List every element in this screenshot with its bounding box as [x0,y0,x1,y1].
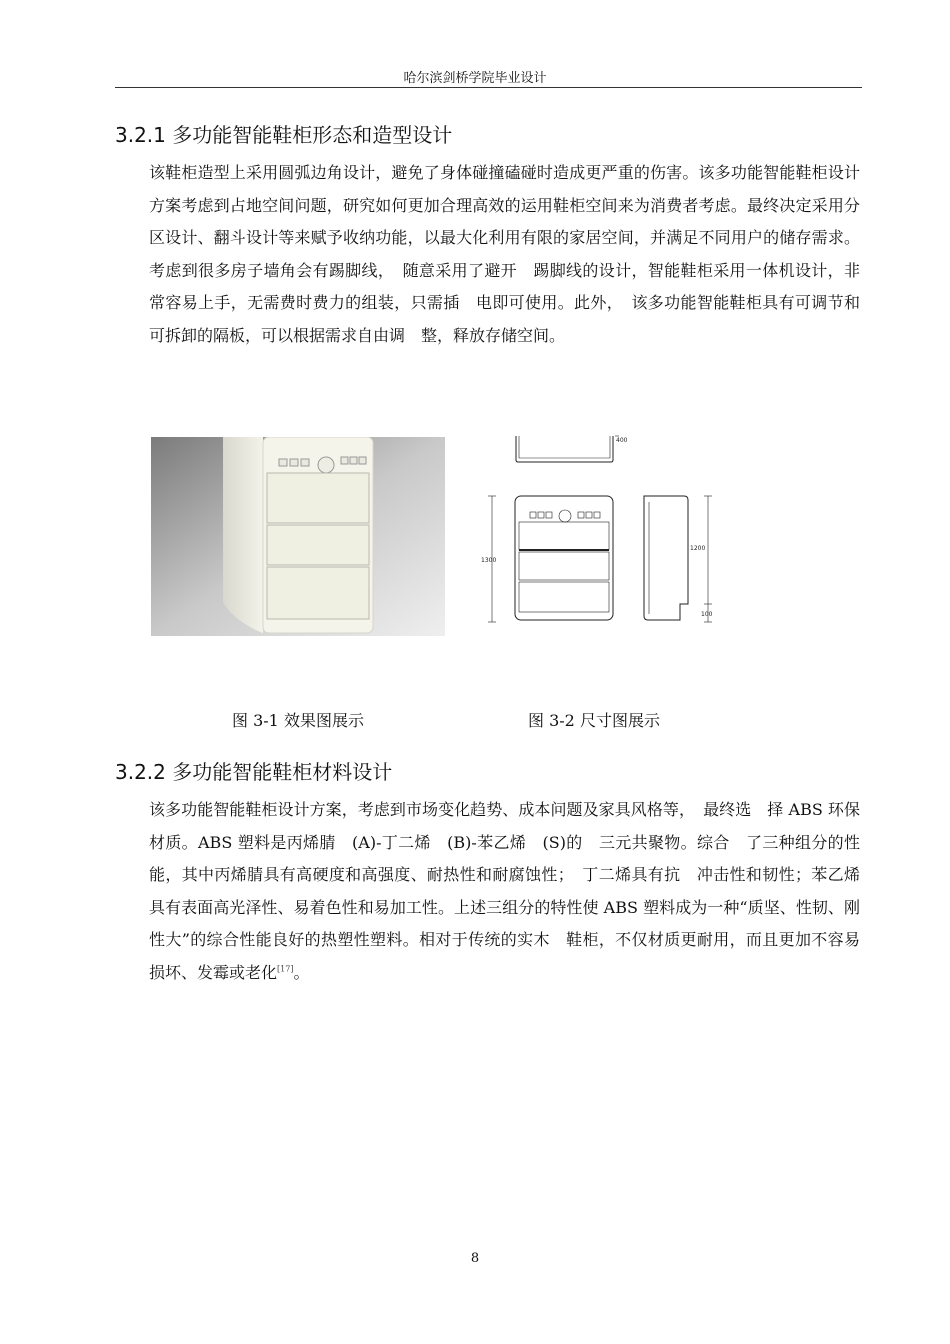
section-heading-3-2-2: 3.2.2 多功能智能鞋柜材料设计 [115,760,393,784]
page-number: 8 [470,1251,480,1266]
section-paragraph-2 [115,794,860,989]
citation-mark: [17] [277,964,294,974]
section-paragraph-1 [115,157,860,352]
section-heading-3-2-1: 3.2.1 多功能智能鞋柜形态和造型设计 [115,123,453,147]
figure-dimension-drawing [478,432,728,632]
figure-3-1-caption: 图 3-1 效果图展示 [232,711,364,730]
dim-left-label: 1300 [481,557,497,564]
paragraph-body: 该多功能智能鞋柜设计方案，考虑到市场变化趋势、成本问题及家具风格等， 最终选 择 ABS 环保材质。ABS 塑料是丙烯腈 (A)-丁二烯 (B)-苯乙烯 (S)的 三元共聚物。综合 了三种组分的性能，其中丙烯腈具有高硬度和高强度、耐热性和耐腐蚀性； 丁二烯具有抗 冲击性和韧性；苯乙烯具有表面高光泽性、易着色性和易加工性。上述三组分的特性使 ABS 塑料成为一种“质坚、性韧、刚性大”的综合性能良好的热塑性塑料。相对于传统的实木 鞋柜，不仅材质更耐用，而且更加不容易损坏、发霉或老化 [149,800,860,982]
paragraph-text-2 [115,794,860,989]
dim-top-label: 400 [616,437,628,444]
header-rule [115,87,862,88]
page-header: 哈尔滨剑桥学院毕业设计 [403,71,547,86]
figure-3-2-caption: 图 3-2 尺寸图展示 [528,711,660,730]
paragraph-text: 该鞋柜造型上采用圆弧边角设计，避免了身体碰撞磕碰时造成更严重的伤害。该多功能智能鞋柜设计方案考虑到占地空间问题，研究如何更加合理高效的运用鞋柜空间来为消费者考虑。最终决定采用分区设计、翻斗设计等来赋予收纳功能，以最大化利用有限的家居空间，并满足不同用户的储存需求。考虑到很多房子墙角会有踢脚线， 随意采用了避开 踢脚线的设计，智能鞋柜采用一体机设计，非常容易上手，无需费时费力的组装，只需插 电即可使用。此外， 该多功能智能鞋柜具有可调节和可拆卸的隔板，可以根据需求自由调 整，释放存储空间。 [149,163,860,345]
dim-right-label: 1200 [690,545,706,552]
dim-bottom-label: 100 [701,611,713,618]
paragraph-end: 。 [293,962,310,982]
figure-render-image [151,437,445,636]
